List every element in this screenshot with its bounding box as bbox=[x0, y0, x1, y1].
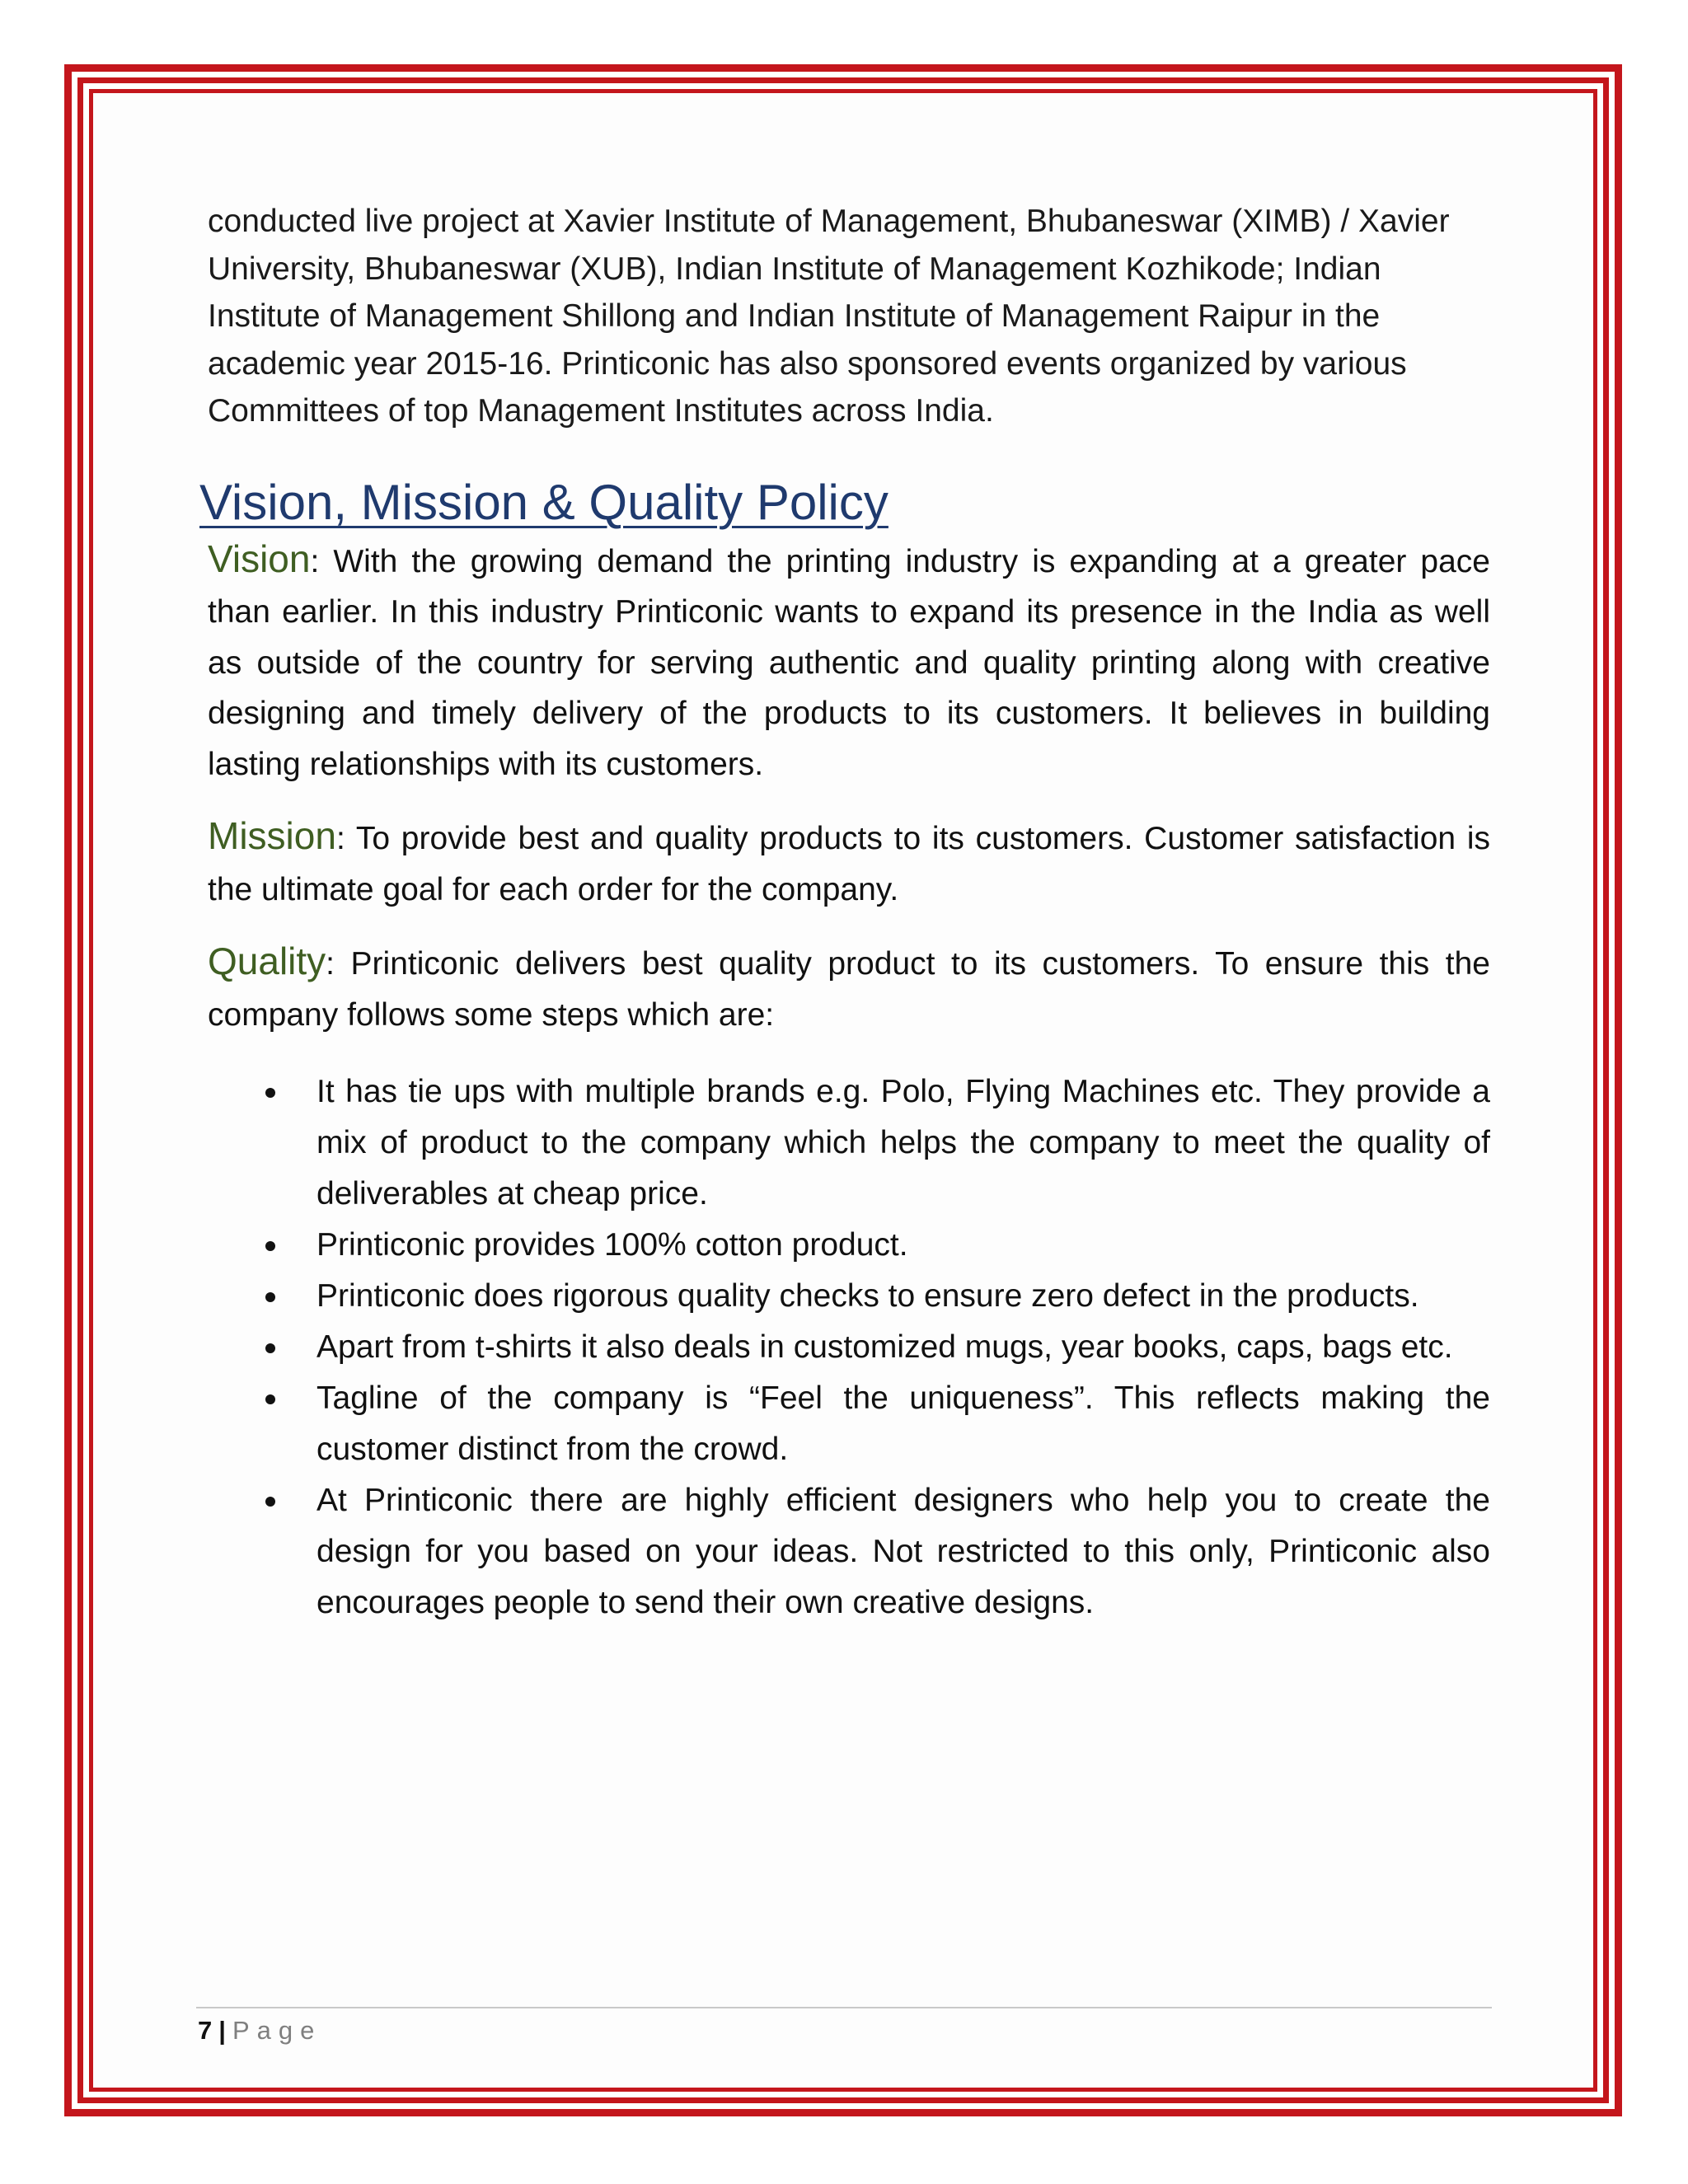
list-item bbox=[316, 1322, 1490, 1373]
list-item bbox=[316, 1066, 1490, 1220]
vision-paragraph bbox=[208, 534, 1490, 790]
bullet-icon bbox=[265, 1088, 275, 1098]
quality-steps-list bbox=[208, 1066, 1490, 1629]
mission-label: Mission bbox=[208, 814, 336, 857]
bullet-icon bbox=[265, 1241, 275, 1251]
page-number: 7 bbox=[198, 2016, 213, 2045]
quality-text: : Printiconic delivers best quality product to its customers. To ensure this the company follows some steps which are: bbox=[208, 946, 1490, 1033]
page-footer bbox=[198, 2014, 321, 2047]
list-item-text: Printiconic does rigorous quality checks to ensure zero defect in the products. bbox=[316, 1278, 1419, 1314]
list-item-text: At Printiconic there are highly efficient designers who help you to create the design for you based on your ideas. Not restricted to this only, Printiconic also encourages people to send their own creative designs. bbox=[316, 1483, 1490, 1620]
section-heading: Vision, Mission & Quality Policy bbox=[199, 474, 889, 530]
footer-separator: | bbox=[218, 2016, 226, 2045]
list-item-text: It has tie ups with multiple brands e.g. Polo, Flying Machines etc. They provide a mix of product to the company which helps the company to meet the quality of deliverables at cheap price. bbox=[316, 1074, 1490, 1212]
list-item bbox=[316, 1373, 1490, 1475]
bullet-icon bbox=[265, 1292, 275, 1302]
mission-text: : To provide best and quality products to its customers. Customer satisfaction is the ultimate goal for each order for the company. bbox=[208, 821, 1490, 907]
list-item-text: Tagline of the company is “Feel the uniqueness”. This reflects making the customer distinct from the crowd. bbox=[316, 1380, 1490, 1467]
list-item-text: Printiconic provides 100% cotton product. bbox=[316, 1227, 908, 1263]
list-item bbox=[316, 1220, 1490, 1271]
list-item bbox=[316, 1271, 1490, 1322]
footer-divider bbox=[196, 2007, 1492, 2008]
mission-paragraph bbox=[208, 811, 1490, 915]
list-item bbox=[316, 1475, 1490, 1629]
vision-text: : With the growing demand the printing industry is expanding at a greater pace than earlier. In this industry Printiconic wants to expand its presence in the India as well as outside of the country for serving authentic and quality printing along with creative designing and timely delivery of the products to its customers. It believes in building lasting relationships with its customers. bbox=[208, 543, 1490, 782]
bullet-icon bbox=[265, 1497, 275, 1507]
list-item-text: Apart from t-shirts it also deals in customized mugs, year books, caps, bags etc. bbox=[316, 1329, 1453, 1365]
quality-paragraph bbox=[208, 936, 1490, 1040]
vision-label: Vision bbox=[208, 537, 311, 580]
quality-label: Quality bbox=[208, 940, 326, 982]
intro-paragraph: conducted live project at Xavier Institute of Management, Bhubaneswar (XIMB) / Xavier University, Bhubaneswar (XUB), Indian Institute of Management Kozhikode; Indian Institute of Management Shillong and Indian Institute of Management Raipur in the academic year 2015-16. Printiconic has also sponsored events organized by various Committees of top Management Institutes across India. bbox=[208, 204, 1450, 429]
bullet-icon bbox=[265, 1343, 275, 1353]
bullet-icon bbox=[265, 1394, 275, 1404]
page-content bbox=[199, 198, 1490, 1629]
page-label: Page bbox=[232, 2016, 322, 2045]
